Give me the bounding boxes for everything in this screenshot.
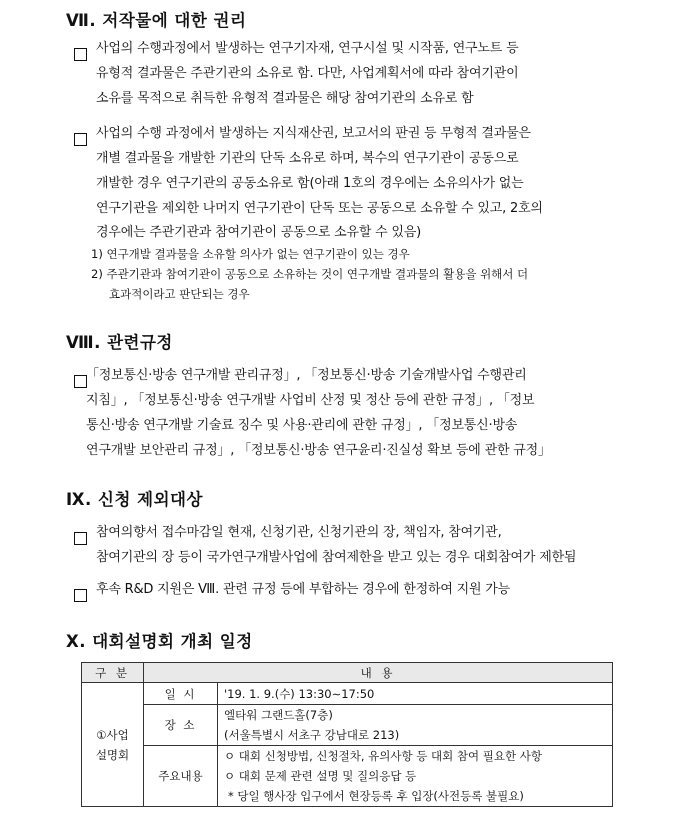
section8-item1-line1: 「정보통신·방송 연구개발 관리규정」, 「정보통신·방송 기술개발사업 수행관리 (86, 368, 527, 383)
checkbox-bullet (74, 48, 87, 61)
category-line2: 설명회 (95, 747, 130, 762)
section9-item2: 후속 R&D 지원은 Ⅷ. 관련 규정 등에 부합하는 경우에 한정하여 지원 가능 (96, 582, 510, 597)
category-line1: ①사업 (96, 727, 129, 742)
table-category-cell (82, 683, 144, 807)
content-value-cell (218, 746, 613, 807)
section9-heading: Ⅸ. 신청 제외대상 (66, 490, 203, 509)
checkbox-bullet (74, 133, 87, 146)
table-row (82, 683, 613, 705)
date-label: 일 시 (144, 683, 218, 705)
section8-heading: Ⅷ. 관련규정 (66, 333, 173, 352)
place-line2: (서울특별시 서초구 강남대로 213) (224, 728, 400, 742)
content-line2: ㅇ 대회 문제 관련 설명 및 질의응답 등 (224, 769, 417, 783)
content-line3: * 당일 행사장 입구에서 현장등록 후 입장(사전등록 불필요) (228, 789, 524, 803)
table-header-category: 구 분 (82, 663, 144, 683)
section8-item1-line2: 지침」, 「정보통신·방송 연구개발 사업비 산정 및 정산 등에 관한 규정」, 「정보 (86, 393, 535, 408)
content-label: 주요내용 (144, 746, 218, 807)
section7-sub2-line2: 효과적이라고 판단되는 경우 (109, 287, 250, 301)
section9-item1-line1: 참여의향서 접수마감일 현재, 신청기관, 신청기관의 장, 책임자, 참여기관, (96, 525, 502, 540)
place-line1: 엘타워 그랜드홀(7층) (224, 708, 333, 722)
section7-sub2-line1: 2) 주관기관과 참여기관이 공동으로 소유하는 것이 연구개발 결과물의 활용을 위해서 더 (91, 267, 529, 281)
table-row (82, 705, 613, 746)
table-header-row (82, 663, 613, 683)
section7-sub1: 1) 연구개발 결과물을 소유할 의사가 없는 연구기관이 있는 경우 (91, 247, 410, 261)
checkbox-bullet (74, 532, 87, 545)
place-label: 장 소 (144, 705, 218, 746)
schedule-table (81, 662, 613, 807)
section7-item1-line1: 사업의 수행과정에서 발생하는 연구기자재, 연구시설 및 시작품, 연구노트 등 (96, 41, 519, 56)
section7-item1-line2: 유형적 결과물은 주관기관의 소유로 함. 다만, 사업계획서에 따라 참여기관이 (96, 66, 519, 81)
section7-item2-line4: 연구기관을 제외한 나머지 연구기관이 단독 또는 공동으로 소유할 수 있고, 2호의 (96, 201, 543, 216)
section10-heading: Ⅹ. 대회설명회 개최 일정 (66, 632, 253, 651)
section7-heading: Ⅶ. 저작물에 대한 권리 (66, 11, 247, 30)
section7-item2-line1: 사업의 수행 과정에서 발생하는 지식재산권, 보고서의 판권 등 무형적 결과물은 (96, 126, 531, 141)
checkbox-bullet (74, 589, 87, 602)
table-row (82, 746, 613, 807)
table-header-content: 내 용 (144, 663, 613, 683)
section7-item2-line3: 개발한 경우 연구기관의 공동소유로 함(아래 1호의 경우에는 소유의사가 없는 (96, 176, 524, 191)
content-line1: ㅇ 대회 신청방법, 신청절차, 유의사항 등 대회 참여 필요한 사항 (224, 749, 542, 763)
section7-item2-line2: 개별 결과물을 개발한 기관의 단독 소유로 하며, 복수의 연구기관이 공동으로 (96, 151, 519, 166)
section9-item1-line2: 참여기관의 장 등이 국가연구개발사업에 참여제한을 받고 있는 경우 대회참여가 제한됨 (96, 550, 577, 565)
section8-item1-line4: 연구개발 보안관리 규정」, 「정보통신·방송 연구윤리·진실성 확보 등에 관한 규정」 (86, 443, 551, 458)
section7-item1-line3: 소유를 목적으로 취득한 유형적 결과물은 해당 참여기관의 소유로 함 (96, 91, 474, 106)
date-value: '19. 1. 9.(수) 13:30∼17:50 (218, 683, 613, 705)
place-value-cell (218, 705, 613, 746)
section8-item1-line3: 통신·방송 연구개발 기술료 징수 및 사용·관리에 관한 규정」, 「정보통신·방송 (86, 418, 518, 433)
section7-item2-line5: 경우에는 주관기관과 참여기관이 공동으로 소유할 수 있음) (96, 225, 422, 240)
